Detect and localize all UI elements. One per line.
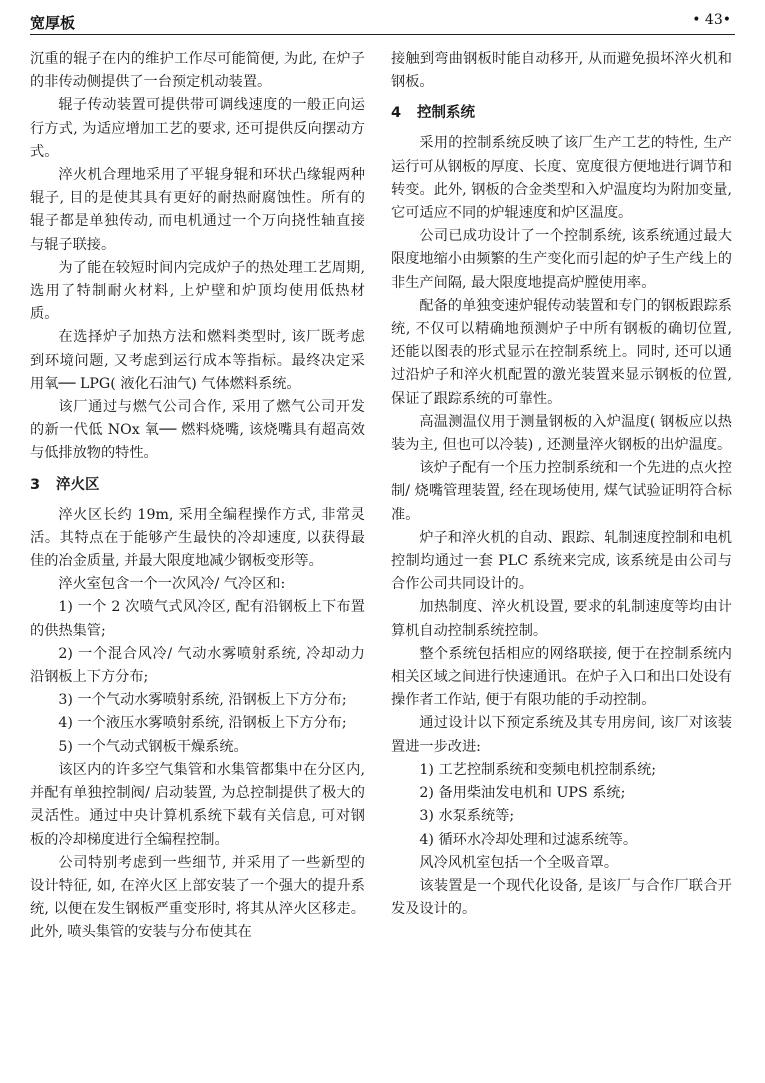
paragraph: 为了能在较短时间内完成炉子的热处理工艺周期, 选用了特制耐火材料, 上炉壁和炉顶均使用低热材质。 [30, 259, 365, 323]
list-item: 4) 一个液压水雾喷射系统, 沿钢板上下方分布; [58, 715, 347, 732]
paragraph: 加热制度、淬火机设置, 要求的轧制速度等均由计算机自动控制系统控制。 [391, 599, 732, 639]
paragraph: 公司特别考虑到一些细节, 并采用了一些新型的设计特征, 如, 在淬火区上部安装了一个强大的提升系统, 以便在发生钢板严重变形时, 将其从淬火区移走。此外, 喷头集管的安装与分布使其在 [30, 854, 365, 941]
paragraph: 沉重的辊子在内的维护工作尽可能简便, 为此, 在炉子的非传动侧提供了一台预定机动装置。 [30, 51, 365, 91]
list-item: 1) 工艺控制系统和变频电机控制系统; [419, 761, 657, 778]
article-body [30, 48, 735, 1073]
page-number: • 43• [692, 12, 731, 28]
paragraph: 辊子传动装置可提供带可调线速度的一般正向运行方式, 为适应增加工艺的要求, 还可提供反向摆动方式。 [30, 97, 365, 160]
paragraph: 在选择炉子加热方法和燃料类型时, 该厂既考虑到环境问题, 又考虑到运行成本等指标。最终决定采用氧── LPG( 液化石油气) 气体燃料系统。 [30, 329, 365, 392]
paragraph: 该区内的许多空气集管和水集管都集中在分区内, 并配有单独控制阀/ 启动装置, 为总控制提供了极大的灵活性。通过中央计算机系统下载有关信息, 可对钢板的冷却梯度进行全编程控制。 [30, 761, 365, 848]
page-header [30, 8, 735, 35]
paragraph: 采用的控制系统反映了该厂生产工艺的特性, 生产运行可从钢板的厚度、长度、宽度很方便地进行调节和转变。此外, 钢板的合金类型和入炉温度均为附加变量, 它可适应不同的炉辊速度和炉区温度。 [391, 135, 732, 222]
section-number: 4 [391, 105, 402, 122]
paragraph: 淬火室包含一个一次风冷/ 气冷区和: [58, 576, 286, 593]
paragraph: 通过设计以下预定系统及其专用房间, 该厂对该装置进一步改进: [391, 715, 732, 755]
paragraph: 该厂通过与燃气公司合作, 采用了燃气公司开发的新一代低 NOx 氧── 燃料烧嘴, 该烧嘴具有超高效与低排放物的特性。 [30, 399, 365, 462]
paragraph: 淬火机合理地采用了平辊身辊和环状凸缘辊两种辊子, 目的是使其具有更好的耐热耐腐蚀性。所有的辊子都是单独传动, 而电机通过一个万向挠性轴直接与辊子联接。 [30, 167, 365, 253]
list-item: 1) 一个 2 次喷气式风冷区, 配有沿钢板上下布置的供热集管; [30, 599, 365, 639]
journal-title: 宽厚板 [30, 14, 76, 32]
list-item: 4) 循环水冷却处理和过滤系统等。 [419, 831, 638, 848]
section-heading-3 [30, 474, 365, 496]
paragraph: 该炉子配有一个压力控制系统和一个先进的点火控制/ 烧嘴管理装置, 经在现场使用, 煤气试验证明符合标准。 [391, 460, 732, 523]
list-item: 5) 一个气动式钢板干燥系统。 [58, 738, 248, 755]
paragraph: 公司已成功设计了一个控制系统, 该系统通过最大限度地缩小由频繁的生产变化而引起的炉子生产线上的非生产间隔, 最大限度地提高炉膛使用率。 [391, 228, 732, 291]
paragraph: 淬火区长约 19m, 采用全编程操作方式, 非常灵活。其特点在于能够产生最快的冷却速度, 以获得最佳的冶金质量, 并最大限度地减少钢板变形等。 [30, 506, 365, 570]
section-title: 控制系统 [417, 105, 475, 122]
paragraph: 该装置是一个现代化设备, 是该厂与合作厂联合开发及设计的。 [391, 877, 732, 918]
section-number: 3 [30, 476, 41, 493]
paragraph: 配备的单独变速炉辊传动装置和专门的钢板跟踪系统, 不仅可以精确地预测炉子中所有钢板的确切位置, 还能以图表的形式显示在控制系统上。同时, 还可以通过沿炉子和淬火机配置的激光装置来显示钢板的位置, 保证了跟踪系统的可靠性。 [391, 297, 732, 407]
list-item: 3) 水泵系统等; [419, 808, 515, 825]
paragraph: 高温测温仪用于测量钢板的入炉温度( 钢板应以热装为主, 但也可以冷装) , 还测量淬火钢板的出炉温度。 [391, 413, 732, 454]
paragraph: 炉子和淬火机的自动、跟踪、轧制速度控制和电机控制均通过一套 PLC 系统来完成, 该系统是由公司与合作公司共同设计的。 [391, 529, 732, 593]
paragraph: 风冷风机室包括一个全吸音罩。 [419, 854, 619, 871]
paragraph: 整个系统包括相应的网络联接, 便于在控制系统内相关区域之间进行快速通讯。在炉子入口和出口处设有操作者工作站, 便于有限功能的手动控制。 [391, 645, 732, 709]
paragraph: 接触到弯曲钢板时能自动移开, 从而避免损坏淬火机和钢板。 [391, 51, 732, 91]
left-column [30, 48, 365, 945]
list-item: 3) 一个气动水雾喷射系统, 沿钢板上下方分布; [58, 692, 347, 709]
list-item: 2) 一个混合风冷/ 气动水雾喷射系统, 冷却动力沿钢板上下方分布; [30, 645, 365, 686]
section-heading-4 [391, 102, 732, 124]
list-item: 2) 备用柴油发电机和 UPS 系统; [419, 785, 626, 802]
section-title: 淬火区 [56, 476, 100, 493]
right-column [391, 48, 732, 921]
